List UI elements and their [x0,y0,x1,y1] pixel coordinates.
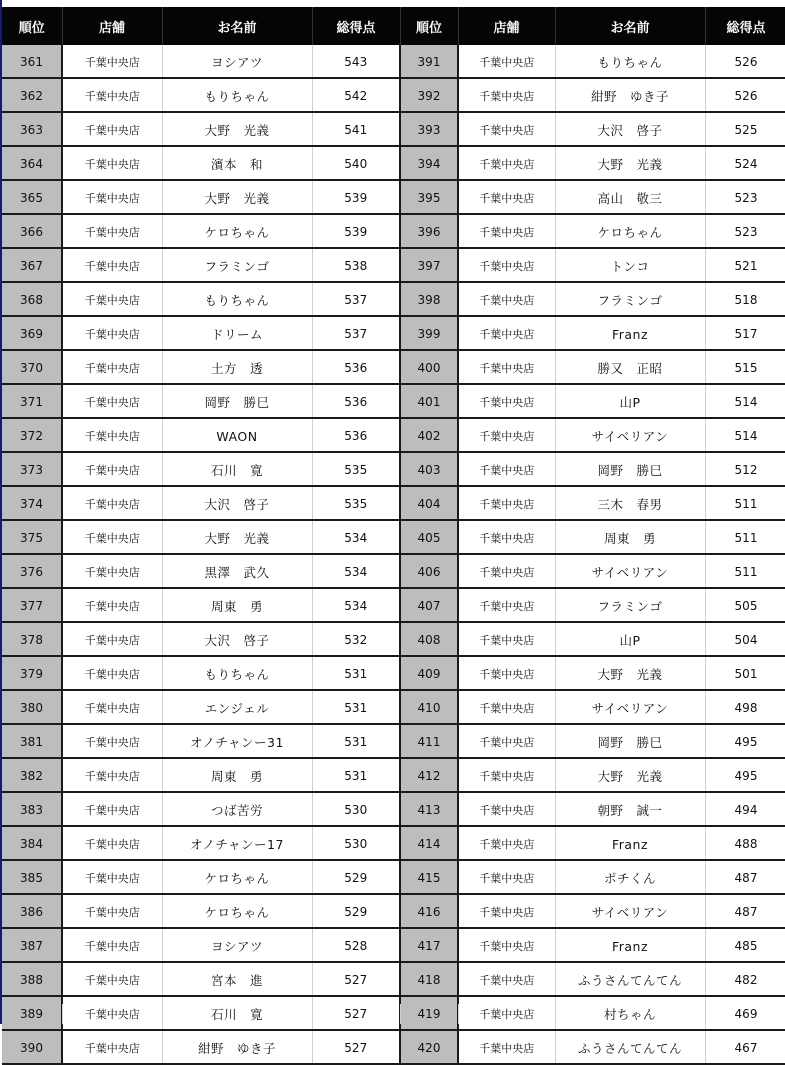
header-name-right: お名前 [555,7,705,45]
score-cell: 514 [705,384,785,418]
table-row [2,826,785,860]
name-cell: エンジェル [162,690,312,724]
score-cell: 488 [705,826,785,860]
table-row [2,690,785,724]
score-cell: 487 [705,860,785,894]
name-cell: サイベリアン [555,554,705,588]
name-cell: フラミンゴ [162,248,312,282]
score-cell: 527 [312,996,400,1030]
grid-cell [162,1004,313,1024]
rank-cell: 408 [400,622,458,656]
score-cell: 531 [312,656,400,690]
store-cell: 千葉中央店 [458,350,555,384]
store-cell: 千葉中央店 [458,78,555,112]
score-cell: 527 [312,962,400,996]
score-cell: 514 [705,418,785,452]
store-cell: 千葉中央店 [62,622,162,656]
name-cell: サイベリアン [555,418,705,452]
grid-cell [2,1004,63,1024]
rank-cell: 379 [2,656,62,690]
store-cell: 千葉中央店 [458,826,555,860]
score-cell: 541 [312,112,400,146]
store-cell: 千葉中央店 [458,554,555,588]
score-cell: 467 [705,1030,785,1064]
name-cell: 大野 光義 [555,656,705,690]
rank-cell: 414 [400,826,458,860]
store-cell: 千葉中央店 [62,350,162,384]
name-cell: 岡野 勝巳 [555,724,705,758]
score-cell: 535 [312,452,400,486]
table-row [2,588,785,622]
name-cell: 黒澤 武久 [162,554,312,588]
grid-cell [458,1004,556,1024]
rank-cell: 392 [400,78,458,112]
store-cell: 千葉中央店 [62,486,162,520]
rank-cell: 365 [2,180,62,214]
table-body [2,45,785,1064]
table-row [2,928,785,962]
table-row [2,758,785,792]
name-cell: 大沢 啓子 [555,112,705,146]
name-cell: オノチャンー17 [162,826,312,860]
score-cell: 530 [312,792,400,826]
store-cell: 千葉中央店 [62,316,162,350]
table-row [2,45,785,78]
name-cell: ポチくん [555,860,705,894]
store-cell: 千葉中央店 [458,894,555,928]
store-cell: 千葉中央店 [458,384,555,418]
store-cell: 千葉中央店 [62,758,162,792]
score-cell: 543 [312,45,400,78]
rank-cell: 418 [400,962,458,996]
rank-cell: 378 [2,622,62,656]
rank-cell: 417 [400,928,458,962]
store-cell: 千葉中央店 [62,962,162,996]
score-cell: 536 [312,384,400,418]
table-row [2,724,785,758]
header-score-left: 総得点 [312,7,400,45]
score-cell: 529 [312,860,400,894]
name-cell: 岡野 勝巳 [555,452,705,486]
rank-cell: 401 [400,384,458,418]
grid-cell [312,1004,401,1024]
name-cell: もりちゃん [555,45,705,78]
score-cell: 511 [705,554,785,588]
score-cell: 542 [312,78,400,112]
rank-cell: 388 [2,962,62,996]
name-cell: 岡野 勝巳 [162,384,312,418]
table-row [2,248,785,282]
score-cell: 536 [312,350,400,384]
store-cell: 千葉中央店 [62,690,162,724]
score-cell: 525 [705,112,785,146]
score-cell: 528 [312,928,400,962]
name-cell: 大野 光義 [555,758,705,792]
name-cell: WAON [162,418,312,452]
grid-cell [400,1004,459,1024]
rank-cell: 387 [2,928,62,962]
score-cell: 527 [312,1030,400,1064]
table-row [2,282,785,316]
score-cell: 498 [705,690,785,724]
rank-cell: 367 [2,248,62,282]
name-cell: 村ちゃん [555,996,705,1030]
store-cell: 千葉中央店 [62,792,162,826]
score-cell: 523 [705,214,785,248]
store-cell: 千葉中央店 [62,724,162,758]
header-score-right: 総得点 [705,7,785,45]
rank-cell: 393 [400,112,458,146]
score-cell: 534 [312,554,400,588]
name-cell: ケロちゃん [162,860,312,894]
name-cell: Franz [555,928,705,962]
score-cell: 469 [705,996,785,1030]
rank-cell: 409 [400,656,458,690]
rank-cell: 361 [2,45,62,78]
name-cell: ヨシアツ [162,45,312,78]
table-row [2,894,785,928]
rank-cell: 416 [400,894,458,928]
rank-cell: 406 [400,554,458,588]
score-cell: 487 [705,894,785,928]
store-cell: 千葉中央店 [458,146,555,180]
score-cell: 512 [705,452,785,486]
store-cell: 千葉中央店 [458,622,555,656]
ranking-table [2,7,785,1065]
store-cell: 千葉中央店 [458,180,555,214]
store-cell: 千葉中央店 [458,962,555,996]
rank-cell: 397 [400,248,458,282]
score-cell: 537 [312,316,400,350]
name-cell: もりちゃん [162,656,312,690]
rank-cell: 372 [2,418,62,452]
store-cell: 千葉中央店 [62,588,162,622]
name-cell: サイベリアン [555,690,705,724]
store-cell: 千葉中央店 [458,588,555,622]
score-cell: 531 [312,758,400,792]
top-strip [2,0,785,7]
score-cell: 539 [312,180,400,214]
rank-cell: 407 [400,588,458,622]
table-row [2,486,785,520]
score-cell: 523 [705,180,785,214]
rank-cell: 404 [400,486,458,520]
header-row [2,7,785,45]
store-cell: 千葉中央店 [458,996,555,1030]
name-cell: 石川 寛 [162,452,312,486]
name-cell: Franz [555,316,705,350]
table-row [2,520,785,554]
store-cell: 千葉中央店 [62,146,162,180]
store-cell: 千葉中央店 [458,112,555,146]
store-cell: 千葉中央店 [458,45,555,78]
rank-cell: 386 [2,894,62,928]
score-cell: 537 [312,282,400,316]
score-cell: 534 [312,588,400,622]
rank-cell: 385 [2,860,62,894]
rank-cell: 403 [400,452,458,486]
score-cell: 482 [705,962,785,996]
rank-cell: 415 [400,860,458,894]
name-cell: ケロちゃん [162,214,312,248]
rank-cell: 364 [2,146,62,180]
rank-cell: 402 [400,418,458,452]
table-row [2,112,785,146]
name-cell: 周東 勇 [162,588,312,622]
table-row [2,656,785,690]
name-cell: 三木 春男 [555,486,705,520]
name-cell: 山P [555,622,705,656]
store-cell: 千葉中央店 [62,248,162,282]
store-cell: 千葉中央店 [62,418,162,452]
name-cell: 大野 光義 [555,146,705,180]
score-cell: 540 [312,146,400,180]
name-cell: 周東 勇 [162,758,312,792]
table-row [2,214,785,248]
store-cell: 千葉中央店 [62,1030,162,1064]
table-row [2,78,785,112]
store-cell: 千葉中央店 [62,112,162,146]
rank-cell: 391 [400,45,458,78]
rank-cell: 411 [400,724,458,758]
name-cell: トンコ [555,248,705,282]
rank-cell: 399 [400,316,458,350]
table-row [2,316,785,350]
table-row [2,350,785,384]
rank-cell: 362 [2,78,62,112]
rank-cell: 366 [2,214,62,248]
name-cell: ケロちゃん [162,894,312,928]
score-cell: 504 [705,622,785,656]
table-row [2,384,785,418]
score-cell: 531 [312,690,400,724]
rank-cell: 419 [400,996,458,1030]
store-cell: 千葉中央店 [458,690,555,724]
name-cell: 高山 敬三 [555,180,705,214]
store-cell: 千葉中央店 [458,418,555,452]
name-cell: 大野 光義 [162,112,312,146]
score-cell: 535 [312,486,400,520]
store-cell: 千葉中央店 [458,282,555,316]
store-cell: 千葉中央店 [62,656,162,690]
table-row [2,180,785,214]
name-cell: 周東 勇 [555,520,705,554]
table-row [2,1030,785,1064]
rank-cell: 381 [2,724,62,758]
score-cell: 538 [312,248,400,282]
name-cell: 石川 寛 [162,996,312,1030]
rank-cell: 413 [400,792,458,826]
store-cell: 千葉中央店 [458,214,555,248]
store-cell: 千葉中央店 [62,180,162,214]
score-cell: 501 [705,656,785,690]
store-cell: 千葉中央店 [62,384,162,418]
store-cell: 千葉中央店 [458,316,555,350]
rank-cell: 370 [2,350,62,384]
store-cell: 千葉中央店 [62,928,162,962]
score-cell: 495 [705,758,785,792]
name-cell: フラミンゴ [555,282,705,316]
score-cell: 529 [312,894,400,928]
table-row [2,622,785,656]
name-cell: Franz [555,826,705,860]
grid-cell [555,1004,706,1024]
score-cell: 495 [705,724,785,758]
store-cell: 千葉中央店 [62,996,162,1030]
rank-cell: 405 [400,520,458,554]
score-cell: 534 [312,520,400,554]
score-cell: 485 [705,928,785,962]
score-cell: 517 [705,316,785,350]
table-row [2,554,785,588]
score-cell: 518 [705,282,785,316]
name-cell: 紺野 ゆき子 [162,1030,312,1064]
rank-cell: 369 [2,316,62,350]
rank-cell: 374 [2,486,62,520]
rank-cell: 398 [400,282,458,316]
store-cell: 千葉中央店 [62,45,162,78]
header-rank-left: 順位 [2,7,62,45]
name-cell: 土方 透 [162,350,312,384]
name-cell: 宮本 進 [162,962,312,996]
score-cell: 536 [312,418,400,452]
store-cell: 千葉中央店 [62,78,162,112]
score-cell: 515 [705,350,785,384]
name-cell: サイベリアン [555,894,705,928]
score-cell: 524 [705,146,785,180]
store-cell: 千葉中央店 [62,554,162,588]
rank-cell: 373 [2,452,62,486]
empty-row-strip [2,1004,785,1024]
score-cell: 511 [705,520,785,554]
name-cell: ケロちゃん [555,214,705,248]
name-cell: フラミンゴ [555,588,705,622]
score-cell: 526 [705,45,785,78]
score-cell: 526 [705,78,785,112]
rank-cell: 394 [400,146,458,180]
rank-cell: 382 [2,758,62,792]
rank-cell: 383 [2,792,62,826]
store-cell: 千葉中央店 [458,758,555,792]
score-cell: 532 [312,622,400,656]
name-cell: 濱本 和 [162,146,312,180]
rank-cell: 376 [2,554,62,588]
name-cell: ドリーム [162,316,312,350]
store-cell: 千葉中央店 [62,452,162,486]
name-cell: 朝野 誠一 [555,792,705,826]
table-row [2,792,785,826]
name-cell: 大沢 啓子 [162,622,312,656]
name-cell: つば苦労 [162,792,312,826]
score-cell: 530 [312,826,400,860]
store-cell: 千葉中央店 [458,860,555,894]
rank-cell: 420 [400,1030,458,1064]
rank-cell: 412 [400,758,458,792]
name-cell: 大野 光義 [162,180,312,214]
store-cell: 千葉中央店 [458,928,555,962]
table-row [2,860,785,894]
table-row [2,452,785,486]
store-cell: 千葉中央店 [458,656,555,690]
rank-cell: 368 [2,282,62,316]
name-cell: 大沢 啓子 [162,486,312,520]
grid-cell [62,1004,163,1024]
store-cell: 千葉中央店 [62,282,162,316]
header-store-left: 店舗 [62,7,162,45]
score-cell: 511 [705,486,785,520]
rank-cell: 390 [2,1030,62,1064]
name-cell: オノチャンー31 [162,724,312,758]
rank-cell: 377 [2,588,62,622]
store-cell: 千葉中央店 [458,724,555,758]
rank-cell: 410 [400,690,458,724]
score-cell: 531 [312,724,400,758]
score-cell: 521 [705,248,785,282]
rank-cell: 384 [2,826,62,860]
name-cell: ヨシアツ [162,928,312,962]
rank-cell: 389 [2,996,62,1030]
name-cell: 紺野 ゆき子 [555,78,705,112]
store-cell: 千葉中央店 [458,792,555,826]
name-cell: ふうさんてんてん [555,962,705,996]
name-cell: もりちゃん [162,78,312,112]
name-cell: 大野 光義 [162,520,312,554]
store-cell: 千葉中央店 [62,520,162,554]
store-cell: 千葉中央店 [62,826,162,860]
rank-cell: 400 [400,350,458,384]
rank-cell: 363 [2,112,62,146]
rank-cell: 395 [400,180,458,214]
store-cell: 千葉中央店 [62,894,162,928]
name-cell: もりちゃん [162,282,312,316]
table-row [2,418,785,452]
score-cell: 494 [705,792,785,826]
store-cell: 千葉中央店 [62,214,162,248]
rank-cell: 375 [2,520,62,554]
score-cell: 539 [312,214,400,248]
store-cell: 千葉中央店 [458,1030,555,1064]
header-rank-right: 順位 [400,7,458,45]
rank-cell: 396 [400,214,458,248]
rank-cell: 380 [2,690,62,724]
table-row [2,962,785,996]
score-cell: 505 [705,588,785,622]
rank-cell: 371 [2,384,62,418]
store-cell: 千葉中央店 [458,452,555,486]
store-cell: 千葉中央店 [458,520,555,554]
store-cell: 千葉中央店 [458,248,555,282]
table-row [2,146,785,180]
store-cell: 千葉中央店 [458,486,555,520]
name-cell: 山P [555,384,705,418]
name-cell: 勝又 正昭 [555,350,705,384]
name-cell: ふうさんてんてん [555,1030,705,1064]
header-name-left: お名前 [162,7,312,45]
header-store-right: 店舗 [458,7,555,45]
store-cell: 千葉中央店 [62,860,162,894]
